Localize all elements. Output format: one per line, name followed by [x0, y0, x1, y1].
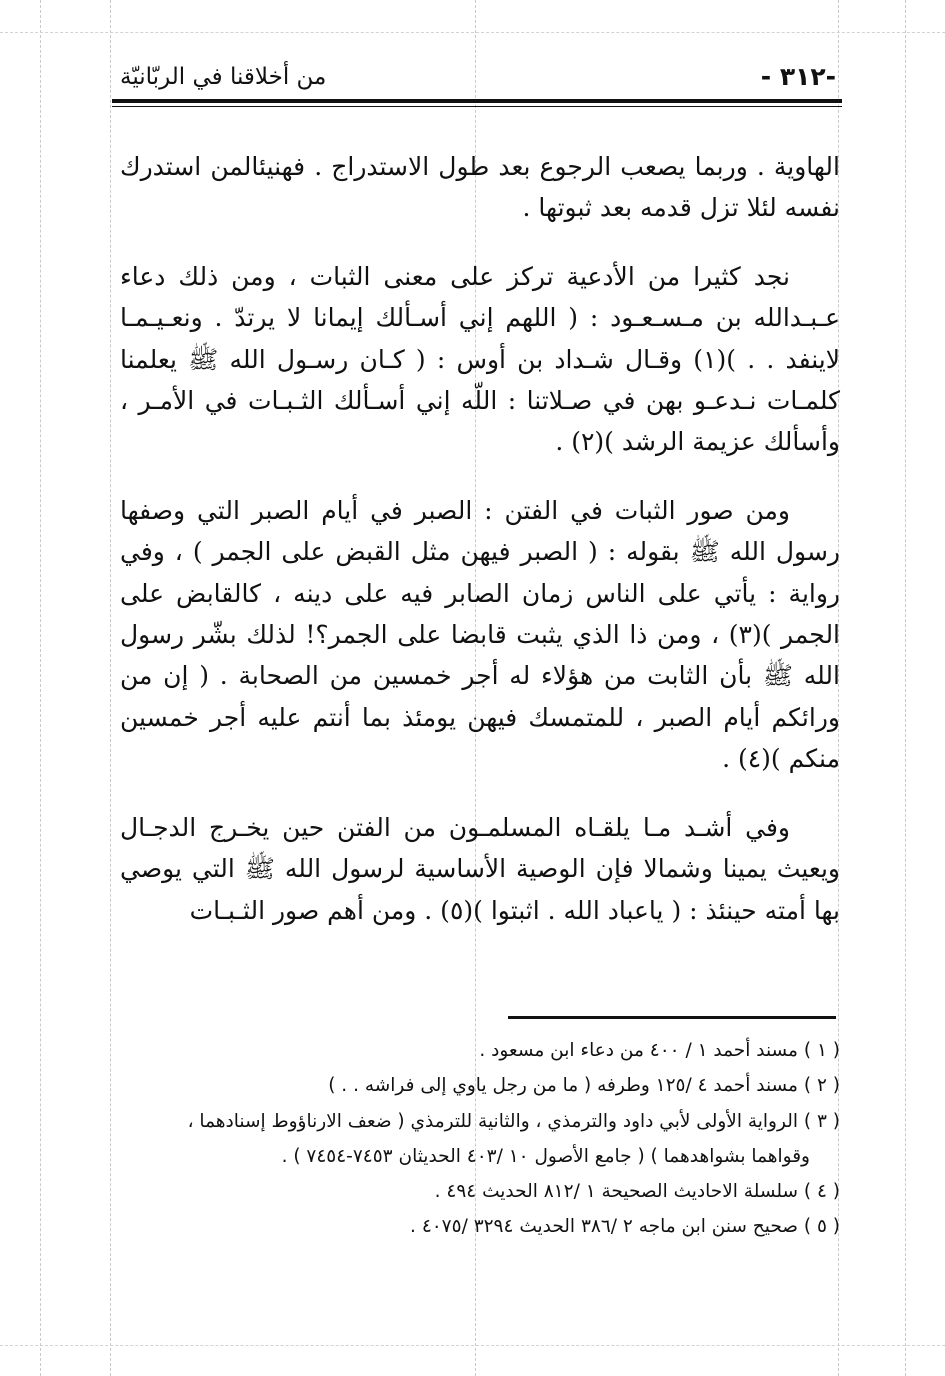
body-text — [120, 146, 840, 931]
footnote: ( ٤ ) سلسلة الاحاديث الصحيحة ١ /٨١٢ الحديث ٤٩٤ . — [434, 1181, 840, 1203]
footnotes — [120, 1033, 840, 1245]
header-rule-thin — [112, 106, 842, 107]
footnote-continuation: وقواهما بشواهدهما ) ( جامع الأصول ١٠ /٤٠٣ الحديثان ٧٤٥٣-٧٤٥٤ ) . — [281, 1145, 810, 1167]
running-title: من أخلاقنا في الربّانيّة — [120, 64, 327, 90]
paragraph: الهاوية . وربما يصعب الرجوع بعد طول الاستدراج . فهنيئالمن استدرك نفسه لئلا تزل قدمه بعد ثبوتها . — [120, 152, 840, 223]
scan-guide-line — [0, 1345, 945, 1346]
paragraph: نجد كثيرا من الأدعية تركز على معنى الثبات ، ومن ذلك دعاء عـبـدالله بن مـسـعـود : ( اللهم إني أسـألك إيمانا لا يرتدّ . ونعـيـمـا لاينفد . . )(١) وقـال شـداد بن أوس : ( كـان رسـول الله ﷺ يعلمنا كلمـات نـدعـو بهن في صـلاتنا : اللّه إني أسـألك الثـبـات في الأمـر ، وأسألك عزيمة الرشد )(٢) . — [120, 261, 840, 457]
footnote-separator — [508, 1016, 836, 1019]
scan-guide-line — [110, 0, 111, 1376]
scan-guide-line — [0, 32, 945, 33]
scan-guide-line — [905, 0, 906, 1376]
paragraph: ومن صور الثبات في الفتن : الصبر في أيام الصبر التي وصفها رسول الله ﷺ بقوله : ( الصبر فيهن مثل القبض على الجمر ) ، وفي رواية : يأتي على الناس زمان الصابر فيه على دينه ، كالقابض على الجمر )(٣) ، ومن ذا الذي يثبت قابضا على الجمر؟! لذلك بشّر رسول الله ﷺ بأن الثابت من هؤلاء له أجر خمسين من الصحابة . ( إن من ورائكم أيام الصبر ، للمتمسك فيهن يومئذ بما أنتم عليه أجر خمسين منكم )(٤) . — [120, 495, 841, 774]
footnote: ( ٥ ) صحيح سنن ابن ماجه ٢ /٣٨٦ الحديث ٣٢٩٤ /٤٠٧٥ . — [410, 1216, 840, 1238]
page-number: -٣١٢ - — [760, 62, 836, 91]
footnote: ( ١ ) مسند أحمد ١ / ٤٠٠ من دعاء ابن مسعود . — [479, 1040, 840, 1061]
scan-guide-line — [40, 0, 41, 1376]
footnote: ( ٣ ) الرواية الأولى لأبي داود والترمذي ، والثانية للترمذي ( ضعف الارناؤوط إسنادهما ، — [187, 1110, 840, 1132]
footnote: ( ٢ ) مسند أحمد ٤ /١٢٥ وطرفه ( ما من رجل ياوي إلى فراشه . . ) — [328, 1075, 840, 1097]
page-header — [112, 60, 842, 100]
paragraph: وفي أشـد مـا يلقـاه المسلمـون من الفتن حين يخـرج الدجـال ويعيث يمينا وشمالا فإن الوصية الأساسية لرسول الله ﷺ التي يوصي بها أمته حينئذ : ( ياعباد الله . اثبتوا )(٥) . ومن أهم صور الثـبـات — [120, 812, 840, 925]
header-rule — [112, 99, 842, 103]
